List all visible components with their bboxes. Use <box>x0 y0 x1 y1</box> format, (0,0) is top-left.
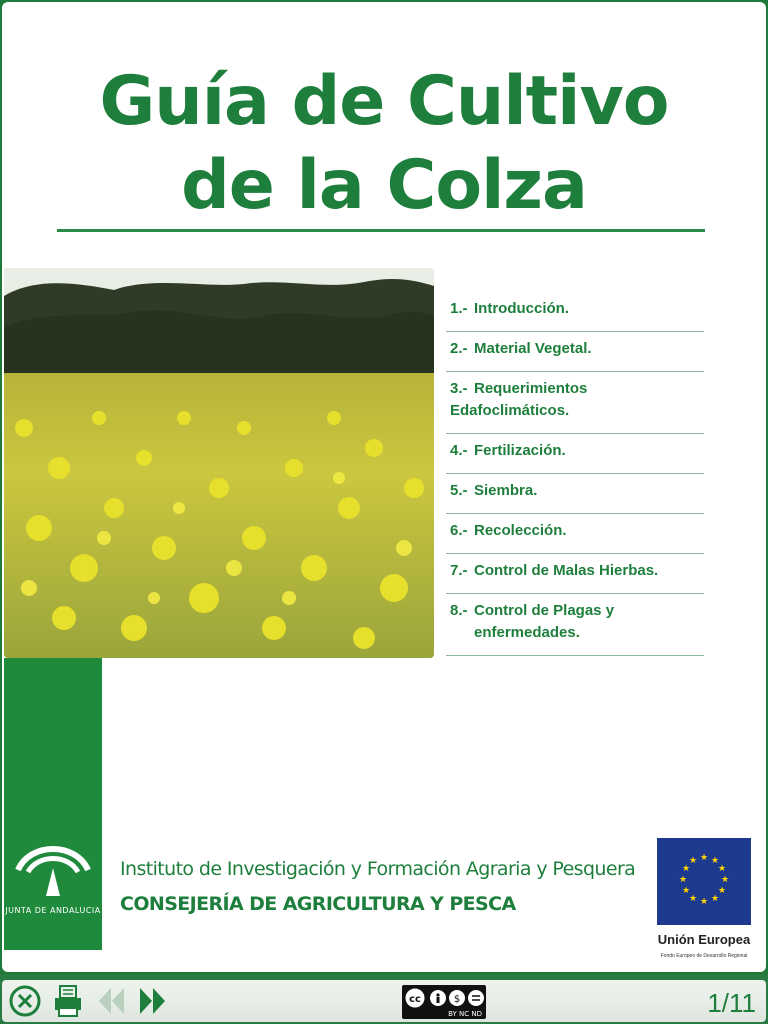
toc-item-2[interactable]: 2.- Material Vegetal. <box>446 332 704 372</box>
page-title <box>2 60 766 228</box>
institute-name: Instituto de Investigación y Formación Agraria y Pesquera <box>120 858 636 880</box>
toc-item-3[interactable]: 3.- Requerimientos Edafoclimáticos. <box>446 372 704 434</box>
navigation-toolbar <box>0 974 768 1024</box>
ministry-name: CONSEJERÍA DE AGRICULTURA Y PESCA <box>120 893 516 915</box>
svg-text:★: ★ <box>710 894 720 904</box>
junta-andalucia-band <box>4 658 102 950</box>
toc-item-1[interactable]: 1.- Introducción. <box>446 292 704 332</box>
svg-text:★: ★ <box>688 894 698 904</box>
svg-text:★: ★ <box>678 875 688 885</box>
creative-commons-icon[interactable] <box>402 985 486 1019</box>
table-of-contents <box>446 292 704 656</box>
toc-item-4[interactable]: 4.- Fertilización. <box>446 434 704 474</box>
svg-text:★: ★ <box>699 853 709 863</box>
next-icon[interactable] <box>138 984 168 1018</box>
svg-text:★: ★ <box>717 864 727 874</box>
toc-item-8[interactable]: 8.- Control de Plagas y enfermedades. <box>446 594 704 656</box>
eu-title: Unión Europea <box>657 932 751 947</box>
previous-icon[interactable] <box>96 984 126 1018</box>
eu-flag <box>657 838 751 925</box>
document-page <box>2 2 766 972</box>
svg-text:★: ★ <box>681 864 691 874</box>
svg-text:★: ★ <box>717 886 727 896</box>
svg-text:★: ★ <box>710 856 720 866</box>
svg-text:★: ★ <box>699 897 709 907</box>
print-icon[interactable] <box>52 984 84 1018</box>
toc-item-5[interactable]: 5.- Siembra. <box>446 474 704 514</box>
svg-text:$: $ <box>453 994 461 1005</box>
license-labels: BY NC ND <box>448 1010 482 1018</box>
svg-text:cc: cc <box>409 994 421 1005</box>
title-line-2: de la Colza <box>181 146 587 225</box>
junta-andalucia-text: JUNTA DE ANDALUCIA <box>5 906 101 915</box>
toc-item-6[interactable]: 6.- Recolección. <box>446 514 704 554</box>
rapeseed-field-photo <box>4 268 434 658</box>
junta-andalucia-logo <box>10 834 96 904</box>
title-line-1: Guía de Cultivo <box>99 62 669 141</box>
title-divider <box>57 229 705 232</box>
svg-text:★: ★ <box>720 875 730 885</box>
eu-subtitle: Fondo Europeo de Desarrollo Regional <box>660 953 748 959</box>
toc-item-7[interactable]: 7.- Control de Malas Hierbas. <box>446 554 704 594</box>
toolbar-surface <box>2 980 766 1022</box>
page-counter: 1/11 <box>707 988 756 1018</box>
svg-text:★: ★ <box>688 856 698 866</box>
svg-text:★: ★ <box>681 886 691 896</box>
close-icon[interactable] <box>8 984 42 1018</box>
